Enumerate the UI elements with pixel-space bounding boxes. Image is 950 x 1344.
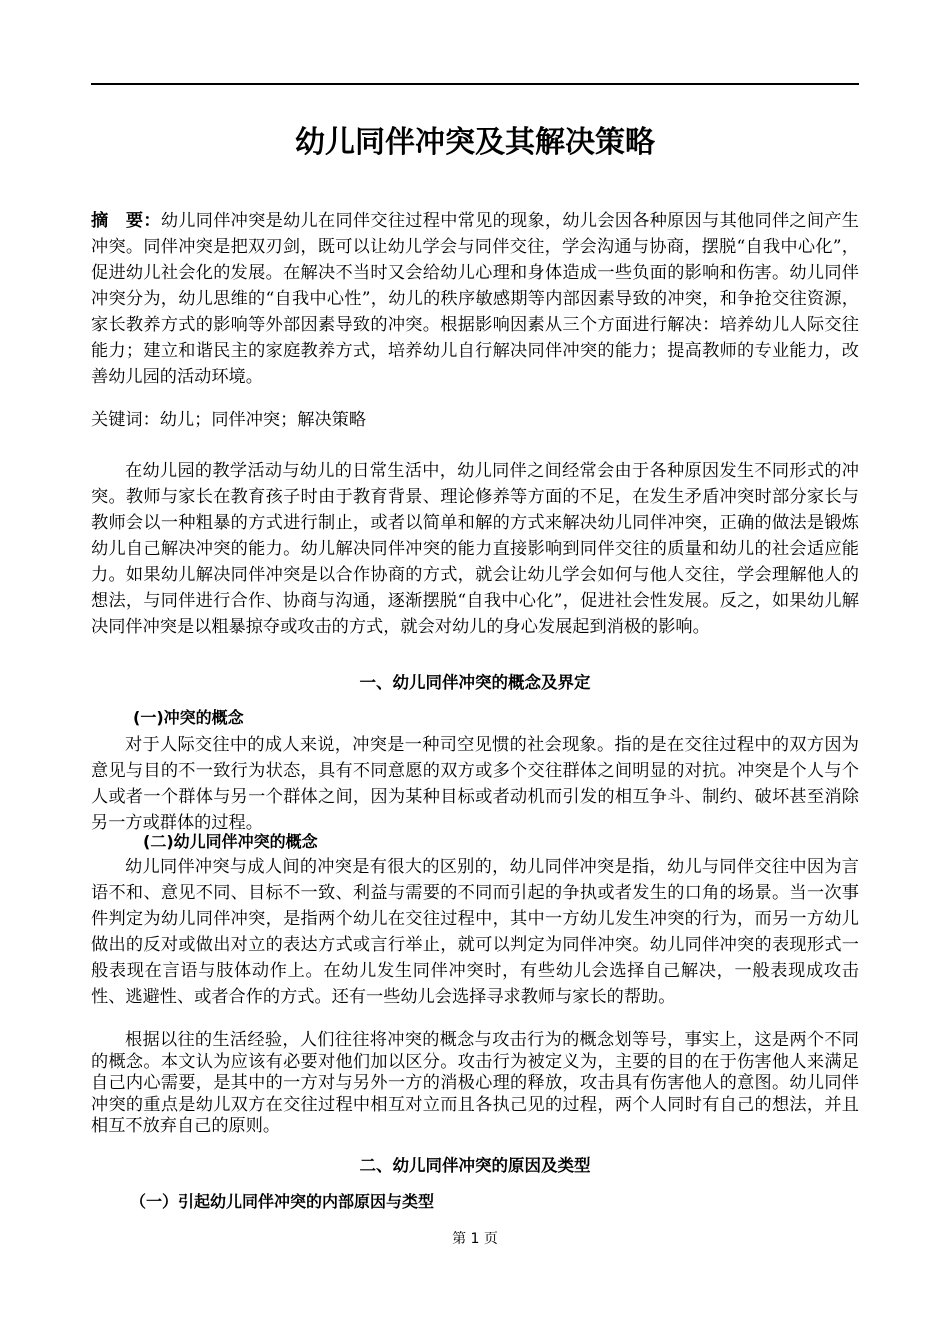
section-1-sub-1-paragraph: 对于人际交往中的成人来说，冲突是一种司空见惯的社会现象。指的是在交往过程中的双方因为意见与目的不一致行为状态，具有不同意愿的双方或多个交往群体之间明显的对抗。冲突是个人与个人或者一个群体与另一个群体之间，因为某种目标或者动机而引发的相互争斗、制约、破坏甚至消除另一方或群体的过程。 [91, 735, 859, 833]
keywords-label: 关键词： [91, 410, 160, 430]
abstract-text: 幼儿同伴冲突是幼儿在同伴交往过程中常见的现象，幼儿会因各种原因与其他同伴之间产生冲突。同伴冲突是把双刃剑，既可以让幼儿学会与同伴交往，学会沟通与协商，摆脱“自我中心化”，促进幼儿社会化的发展。在解决不当时又会给幼儿心理和身体造成一些负面的影响和伤害。幼儿同伴冲突分为，幼儿思维的“自我中心性”，幼儿的秩序敏感期等内部因素导致的冲突，和争抢交往资源，家长教养方式的影响等外部因素导致的冲突。根据影响因素从三个方面进行解决：培养幼儿人际交往能力；建立和谐民主的家庭教养方式，培养幼儿自行解决同伴冲突的能力；提高教师的专业能力，改善幼儿园的活动环境。 [91, 211, 859, 387]
document-title: 幼儿同伴冲突及其解决策略 [295, 125, 655, 160]
section-1-heading: 一、幼儿同伴冲突的概念及界定 [359, 673, 591, 692]
section-1-sub-2-heading: (二)幼儿同伴冲突的概念 [143, 832, 318, 851]
keywords-text: 幼儿；同伴冲突；解决策略 [159, 410, 367, 430]
section-2-heading: 二、幼儿同伴冲突的原因及类型 [359, 1156, 591, 1175]
page-number: 第 1 页 [452, 1231, 498, 1247]
section-1-paragraph-3: 根据以往的生活经验，人们往往将冲突的概念与攻击行为的概念划等号，事实上，这是两个不同的概念。本文认为应该有必要对他们加以区分。攻击行为被定义为，主要的目的在于伤害他人来满足自己内心需要，是其中的一方对与另外一方的消极心理的释放，攻击具有伤害他人的意图。幼儿同伴冲突的重点是幼儿双方在交往过程中相互对立而且各执己见的过程，两个人同时有自己的想法，并且相互不放弃自己的原则。 [91, 1030, 859, 1137]
intro-paragraph: 在幼儿园的教学活动与幼儿的日常生活中，幼儿同伴之间经常会由于各种原因发生不同形式的冲突。教师与家长在教育孩子时由于教育背景、理论修养等方面的不足，在发生矛盾冲突时部分家长与教师会以一种粗暴的方式进行制止，或者以简单和解的方式来解决幼儿同伴冲突，正确的做法是锻炼幼儿自己解决冲突的能力。幼儿解决同伴冲突的能力直接影响到同伴交往的质量和幼儿的社会适应能力。如果幼儿解决同伴冲突是以合作协商的方式，就会让幼儿学会如何与他人交往，学会理解他人的想法，与同伴进行合作、协商与沟通，逐渐摆脱“自我中心化”，促进社会性发展。反之，如果幼儿解决同伴冲突是以粗暴掠夺或攻击的方式，就会对幼儿的身心发展起到消极的影响。 [91, 461, 859, 637]
section-1-sub-2-paragraph: 幼儿同伴冲突与成人间的冲突是有很大的区别的，幼儿同伴冲突是指，幼儿与同伴交往中因为言语不和、意见不同、目标不一致、利益与需要的不同而引起的争执或者发生的口角的场景。当一次事件判定为幼儿同伴冲突，是指两个幼儿在交往过程中，其中一方幼儿发生冲突的行为，而另一方幼儿做出的反对或做出对立的表达方式或言行举止，就可以判定为同伴冲突。幼儿同伴冲突的表现形式一般表现在言语与肢体动作上。在幼儿发生同伴冲突时，有些幼儿会选择自己解决，一般表现成攻击性、逃避性、或者合作的方式。还有一些幼儿会选择寻求教师与家长的帮助。 [91, 857, 859, 1007]
header-rule [91, 83, 859, 85]
abstract-label: 摘 要： [91, 211, 161, 231]
section-2-sub-1-heading: （一）引起幼儿同伴冲突的内部原因与类型 [130, 1192, 435, 1211]
keywords-line [91, 407, 859, 433]
abstract-paragraph [91, 208, 859, 390]
section-1-sub-1-heading: (一)冲突的概念 [133, 708, 244, 727]
